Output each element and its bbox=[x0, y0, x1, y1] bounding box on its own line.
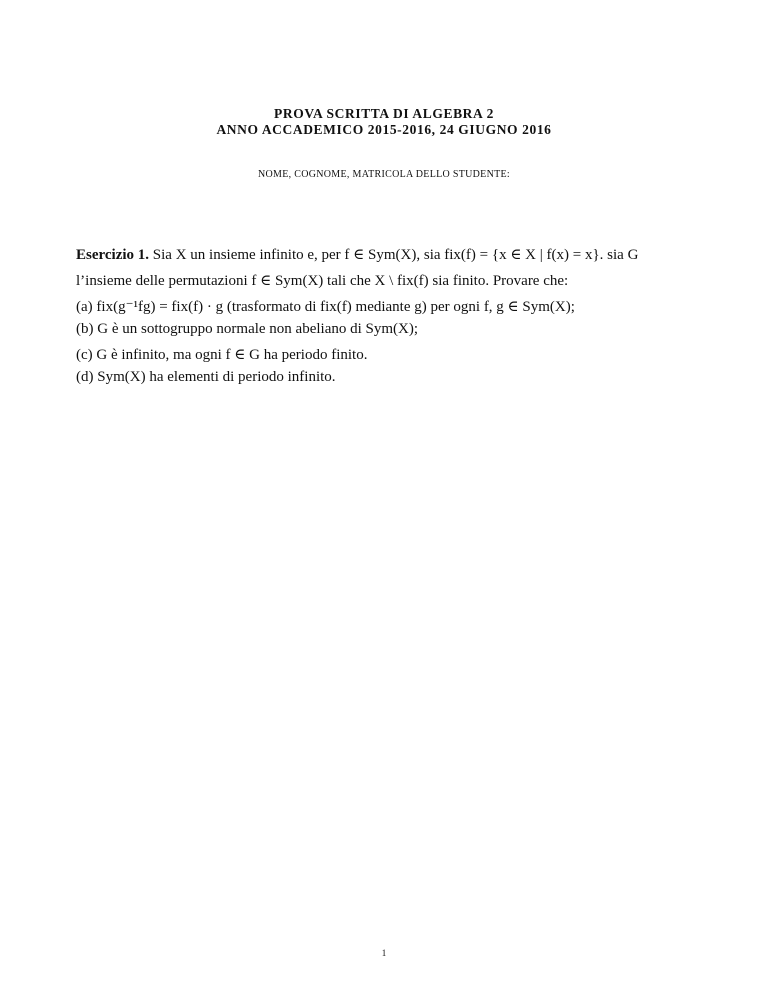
item-label: (c) bbox=[76, 347, 93, 363]
exercise-item-c bbox=[76, 345, 367, 364]
student-info-label: NOME, COGNOME, MATRICOLA DELLO STUDENTE: bbox=[258, 169, 510, 180]
exercise-intro-text1: Sia X un insieme infinito e, per f ∈ Sym(X), sia fix(f) = {x ∈ X | f(x) = x}. sia G bbox=[152, 247, 639, 263]
page-number: 1 bbox=[381, 948, 387, 958]
item-label: (a) bbox=[76, 299, 93, 315]
item-text: G è un sottogruppo normale non abeliano di Sym(X); bbox=[97, 321, 419, 337]
item-text: Sym(X) ha elementi di periodo infinito. bbox=[97, 369, 336, 385]
exam-title: PROVA SCRITTA DI ALGEBRA 2 bbox=[274, 106, 494, 121]
exercise-item-d bbox=[76, 369, 336, 386]
item-label: (b) bbox=[76, 321, 94, 337]
exercise-item-b bbox=[76, 321, 418, 338]
item-label: (d) bbox=[76, 369, 94, 385]
exercise-item-a bbox=[76, 297, 575, 316]
exercise-label: Esercizio 1. bbox=[76, 247, 150, 263]
exercise-intro-line2: l’insieme delle permutazioni f ∈ Sym(X) tali che X \ fix(f) sia finito. Provare che: bbox=[76, 273, 569, 289]
exercise-intro-line1 bbox=[76, 245, 638, 264]
item-text: G è infinito, ma ogni f ∈ G ha periodo finito. bbox=[96, 347, 368, 363]
item-text: fix(g⁻¹fg) = fix(f) · g (trasformato di fix(f) mediante g) per ogni f, g ∈ Sym(X); bbox=[96, 299, 575, 315]
exam-subtitle: ANNO ACCADEMICO 2015-2016, 24 GIUGNO 2016 bbox=[216, 122, 552, 137]
